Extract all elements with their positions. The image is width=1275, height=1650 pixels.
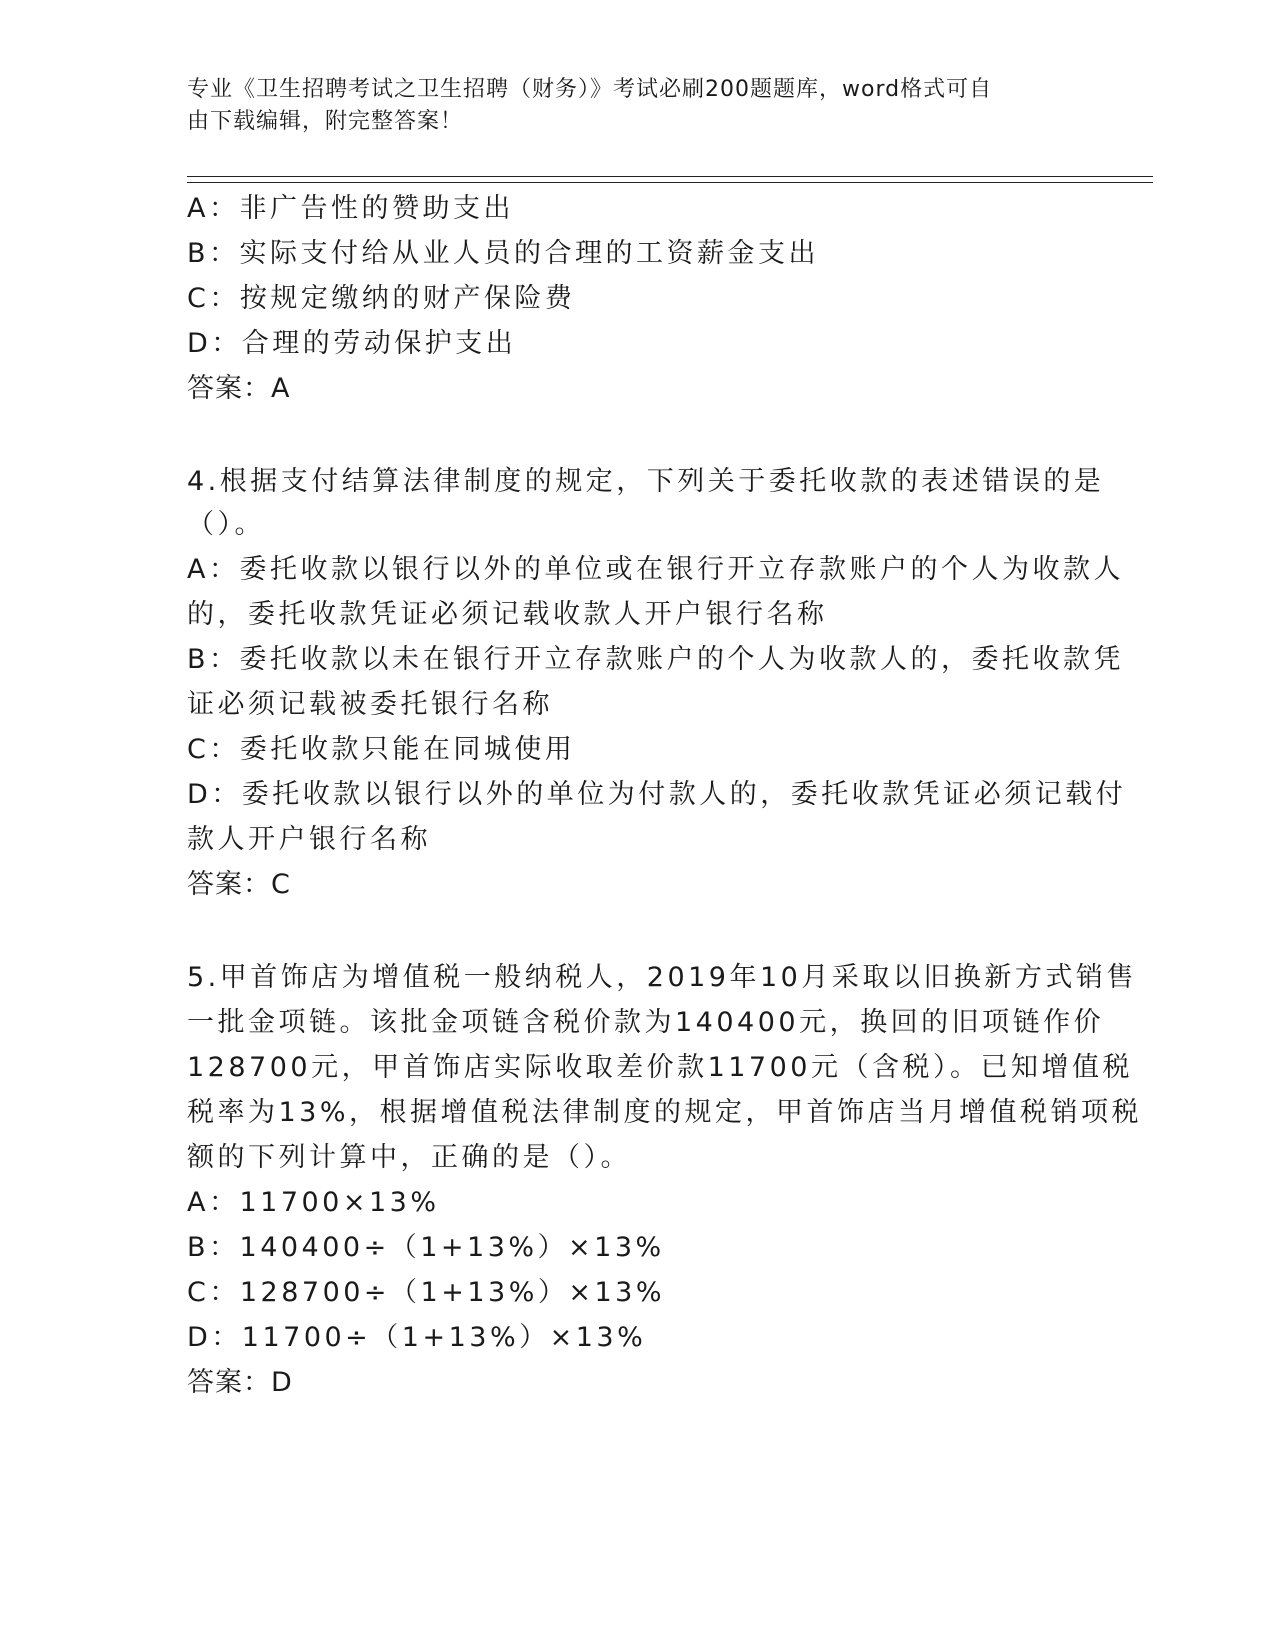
header-line-2: 由下载编辑，附完整答案！ (187, 109, 464, 134)
q5-stem-line-3: 128700元，甲首饰店实际收取差价款11700元（含税）。已知增值税 (187, 1052, 1133, 1083)
q4-option-b-line-1: B：委托收款以未在银行开立存款账户的个人为收款人的，委托收款凭 (187, 644, 1125, 675)
q3-option-d: D：合理的劳动保护支出 (187, 328, 517, 359)
q3-option-a: A：非广告性的赞助支出 (187, 193, 514, 224)
q3-option-b: B：实际支付给从业人员的合理的工资薪金支出 (187, 238, 820, 269)
q4-option-d-line-1: D：委托收款以银行以外的单位为付款人的，委托收款凭证必须记载付 (187, 779, 1127, 810)
q4-option-b-line-2: 证必须记载被委托银行名称 (187, 689, 553, 720)
header-divider-top (187, 176, 1153, 177)
q3-option-c: C：按规定缴纳的财产保险费 (187, 283, 576, 314)
q5-option-d: D：11700÷（1+13%）×13% (187, 1322, 647, 1353)
header-divider-bottom (187, 182, 1153, 183)
q4-stem-line-2: （）。 (187, 509, 265, 540)
q5-answer: 答案：D (187, 1367, 293, 1398)
document-header (187, 74, 1067, 138)
q5-option-a: A：11700×13% (187, 1187, 440, 1218)
q3-answer: 答案：A (187, 373, 291, 404)
q4-option-a-line-1: A：委托收款以银行以外的单位或在银行开立存款账户的个人为收款人 (187, 554, 1124, 585)
q4-stem-line-1: 4.根据支付结算法律制度的规定，下列关于委托收款的表述错误的是 (187, 466, 1105, 497)
q5-option-c: C：128700÷（1+13%）×13% (187, 1277, 665, 1308)
q4-option-d-line-2: 款人开户银行名称 (187, 824, 431, 855)
q5-stem-line-4: 税率为13%，根据增值税法律制度的规定，甲首饰店当月增值税销项税 (187, 1097, 1143, 1128)
q5-stem-line-2: 一批金项链。该批金项链含税价款为140400元，换回的旧项链作价 (187, 1007, 1105, 1038)
q4-answer: 答案：C (187, 869, 291, 900)
q4-option-a-line-2: 的，委托收款凭证必须记载收款人开户银行名称 (187, 599, 828, 630)
header-line-1: 专业《卫生招聘考试之卫生招聘（财务）》考试必刷200题题库，word格式可自 (187, 77, 993, 102)
q5-stem-line-1: 5.甲首饰店为增值税一般纳税人，2019年10月采取以旧换新方式销售 (187, 962, 1137, 993)
q5-option-b: B：140400÷（1+13%）×13% (187, 1232, 665, 1263)
q4-option-c: C：委托收款只能在同城使用 (187, 734, 576, 765)
q5-stem-line-5: 额的下列计算中，正确的是（）。 (187, 1142, 631, 1173)
